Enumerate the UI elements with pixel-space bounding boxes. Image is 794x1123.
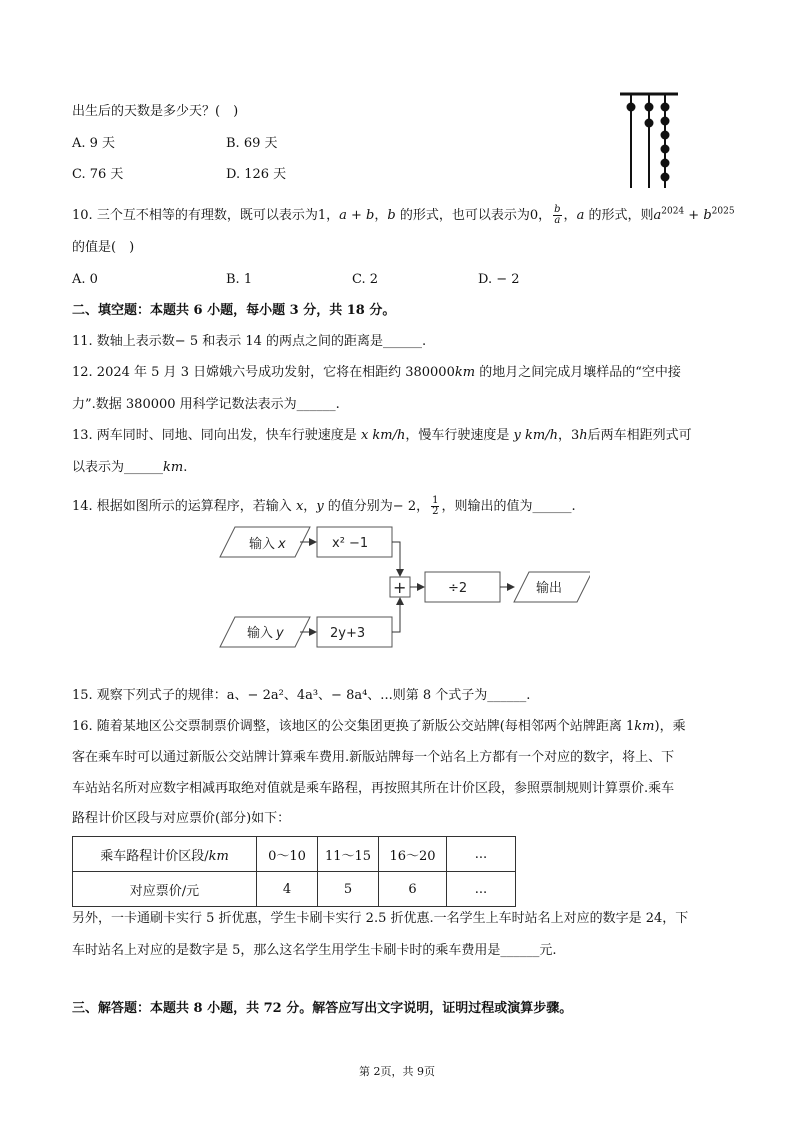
table-cell: 6	[379, 872, 447, 907]
q10-option-c: C. 2	[352, 272, 379, 287]
q16-line1: 16. 随着某地区公交票制票价调整，该地区的公交集团更换了新版公交站牌(每相邻两个站牌距离 1km)，乘	[72, 719, 686, 734]
table-cell: 16～20	[379, 837, 447, 872]
q10-option-d: D. − 2	[478, 272, 520, 287]
input-x-label: 输入	[249, 537, 276, 552]
q9-stem: 出生后的天数是多少天？( )	[72, 104, 239, 119]
table-cell: 乘车路程计价区段/km	[73, 837, 257, 872]
section3-title: 三、解答题：本题共 8 小题，共 72 分。解答应写出文字说明，证明过程或演算步骤。	[72, 1001, 573, 1016]
q10-option-b: B. 1	[226, 272, 253, 287]
q16-line3: 车站站名所对应数字相减再取绝对值就是乘车路程，再按照其所在计价区段，参照票制规则计算票价.乘车	[72, 781, 675, 796]
q14-fraction: $\frac{1}{2}$	[432, 495, 439, 517]
table-cell: ...	[447, 872, 516, 907]
q13-line1: 13. 两车同时、同地、同向出发，快车行驶速度是 x km/h，慢车行驶速度是 y km/h，3h后两车相距列式可	[72, 428, 692, 443]
table-row	[73, 837, 516, 872]
q9-option-b: B. 69 天	[226, 136, 278, 151]
q14-text: 14. 根据如图所示的运算程序，若输入 x，y 的值分别为− 2， $\frac{1}{2}$ ，则输出的值为______.	[72, 495, 576, 517]
q10-line1: 10. 三个互不相等的有理数，既可以表示为1，a + b，b 的形式，也可以表示为0， $\frac{b}{a}$ ，a 的形式，则$a^{2024} + b^{2025}$	[72, 204, 735, 226]
q16-after1: 另外，一卡通刷卡实行 5 折优惠，学生卡刷卡实行 2.5 折优惠.一名学生上车时站名上对应的数字是 24，下	[72, 911, 689, 926]
q16-line2: 客在乘车时可以通过新版公交站牌计算乘车费用.新版站牌每一个站名上方都有一个对应的数字，将上、下	[72, 750, 675, 765]
q12-line2: 力”.数据 380000 用科学记数法表示为______.	[72, 397, 340, 412]
q10-option-a: A. 0	[72, 272, 98, 287]
q9-option-c: C. 76 天	[72, 167, 124, 182]
table-row	[73, 872, 516, 907]
q11-text: 11. 数轴上表示数− 5 和表示 14 的两点之间的距离是______.	[72, 334, 427, 349]
section2-title: 二、填空题：本题共 6 小题，每小题 3 分，共 18 分。	[72, 303, 396, 318]
op-x-label: x² −1	[332, 536, 369, 551]
table-cell: 0～10	[257, 837, 318, 872]
q9-option-a: A. 9 天	[72, 136, 116, 151]
page-footer: 第 2页，共 9页	[359, 1065, 435, 1078]
table-cell: ...	[447, 837, 516, 872]
q10-line2: 的值是( )	[72, 240, 135, 255]
svg-text:y: y	[276, 626, 284, 641]
table-cell: 5	[318, 872, 379, 907]
input-y-label: 输入	[247, 626, 274, 641]
q10-fraction: $\frac{b}{a}$	[554, 204, 561, 226]
table-cell: 11～15	[318, 837, 379, 872]
table-cell: 对应票价/元	[73, 872, 257, 907]
q9-option-d: D. 126 天	[226, 167, 287, 182]
knot-rope-figure	[618, 90, 680, 190]
svg-text:x: x	[278, 537, 286, 552]
q15-text: 15. 观察下列式子的规律：a、− 2a²、4a³、− 8a⁴、...则第 8 个式子为______.	[72, 688, 531, 703]
output-label: 输出	[536, 581, 563, 596]
divide-label: ÷2	[448, 581, 468, 596]
op-y-label: 2y+3	[330, 626, 366, 641]
fare-table	[72, 836, 516, 907]
q13-line2: 以表示为______km.	[72, 460, 188, 475]
plus-label: +	[393, 578, 407, 597]
table-cell: 4	[257, 872, 318, 907]
q12-line1: 12. 2024 年 5 月 3 日嫦娥六号成功发射，它将在相距约 380000km 的地月之间完成月壤样品的“空中接	[72, 365, 681, 380]
flowchart	[215, 520, 590, 660]
q16-after2: 车时站名上对应的是数字是 5，那么这名学生用学生卡刷卡时的乘车费用是______元.	[72, 943, 557, 958]
q16-line4: 路程计价区段与对应票价(部分)如下：	[72, 811, 291, 826]
